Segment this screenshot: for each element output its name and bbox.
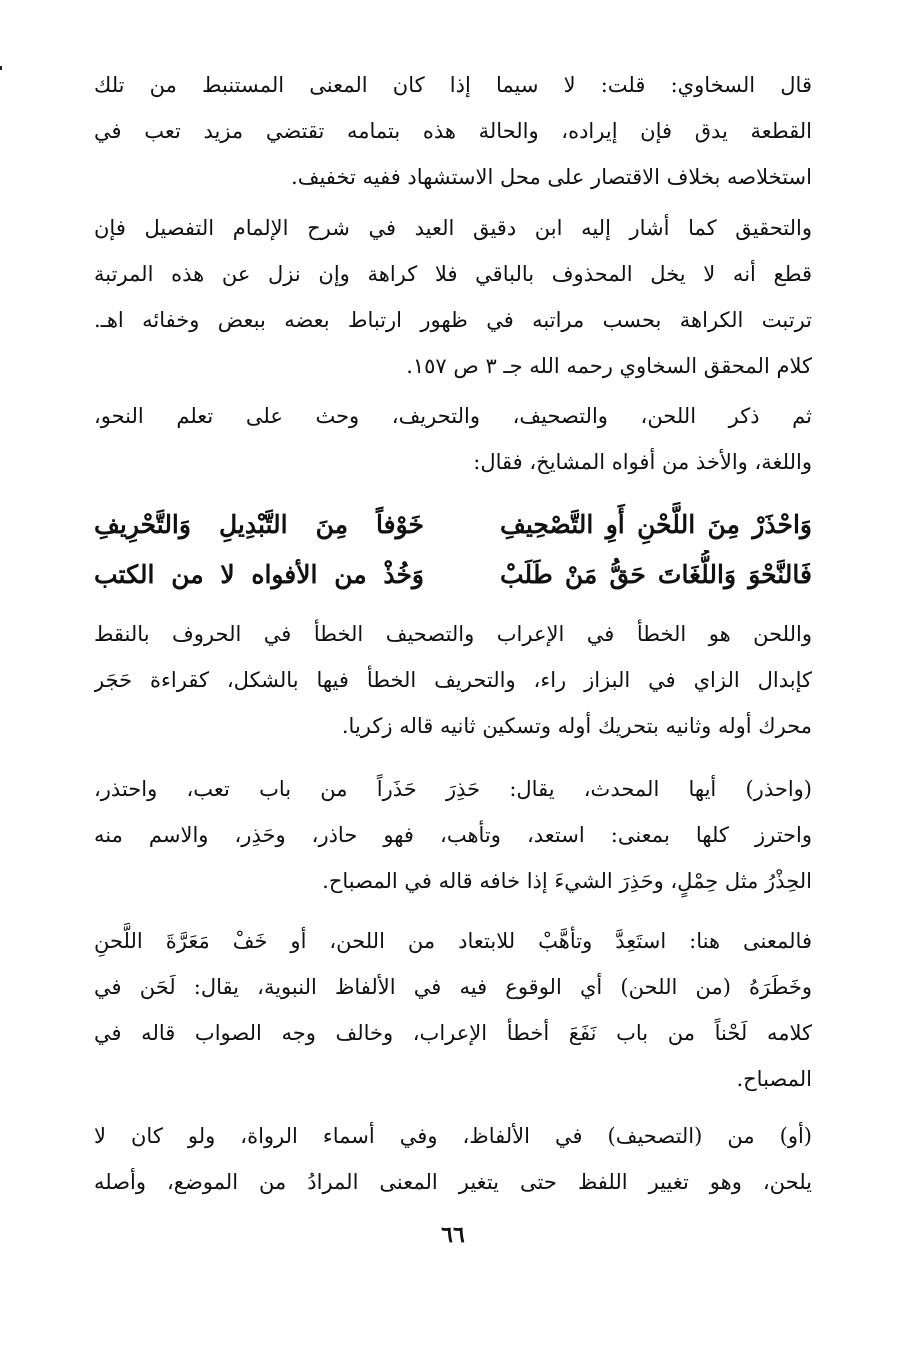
paragraph-meaning bbox=[94, 918, 812, 1102]
verse-hemistich-first: وَاحْذَرْ مِنَ اللَّحْنِ أَوِ التَّصْحِيفِ bbox=[500, 510, 812, 539]
paragraph-lahn-intro bbox=[94, 393, 812, 485]
text-line: واللحن هو الخطأ في الإعراب والتصحيف الخطأ في الحروف بالنقط bbox=[94, 622, 812, 646]
paragraph-tashif bbox=[94, 1113, 812, 1205]
text-line: (واحذر) أيها المحدث، يقال: حَذِرَ حَذَراً من باب تعب، واحتذر، bbox=[94, 777, 812, 801]
text-line: محرك أوله وثانيه بتحريك أوله وتسكين ثانيه قاله زكريا. bbox=[341, 714, 812, 738]
verse-line bbox=[94, 550, 812, 600]
text-line: واللغة، والأخذ من أفواه المشايخ، فقال: bbox=[473, 450, 812, 474]
verse-line bbox=[94, 500, 812, 550]
text-line: استخلاصه بخلاف الاقتصار على محل الاستشهاد ففيه تخفيف. bbox=[291, 165, 812, 189]
text-line: كإبدال الزاي في البزاز راء، والتحريف الخطأ فيها بالشكل، كقراءة حَجَر bbox=[94, 668, 812, 692]
text-line: الحِذْرُ مثل حِمْلٍ، وحَذِرَ الشيءَ إذا خافه قاله في المصباح. bbox=[322, 869, 812, 893]
text-line: فالمعنى هنا: استَعِدَّ وتأهَّبْ للابتعاد من اللحن، أو خَفْ مَعَرَّةَ اللَّحنِ bbox=[94, 929, 812, 953]
paragraph-lahn-definition bbox=[94, 611, 812, 749]
paragraph-sakhawi-quote bbox=[94, 62, 812, 200]
text-line: ترتبت الكراهة بحسب مراتبه في ظهور ارتباط بعضه ببعض وخفائه اهـ. bbox=[94, 308, 812, 332]
text-line: (أو) من (التصحيف) في الألفاظ، وفي أسماء الرواة، ولو كان لا bbox=[94, 1124, 812, 1148]
verse-hemistich-second: وَخُذْ من الأفواه لا من الكتب bbox=[94, 560, 424, 589]
text-line: كلامه لَحْناً من باب نَفَعَ أخطأ الإعراب، وخالف وجه الصواب قاله في bbox=[94, 1021, 812, 1045]
text-line: والتحقيق كما أشار إليه ابن دقيق العيد في شرح الإلمام التفصيل فإن bbox=[94, 216, 812, 240]
scan-edge-mark bbox=[0, 66, 2, 70]
text-line: واحترز كلها بمعنى: استعد، وتأهب، فهو حاذر، وحَذِر، والاسم منه bbox=[94, 823, 812, 847]
text-line: قال السخاوي: قلت: لا سيما إذا كان المعنى المستنبط من تلك bbox=[94, 73, 812, 97]
page-number: ٦٦ bbox=[441, 1222, 465, 1248]
text-line: وخَطَرَهُ (من اللحن) أي الوقوع فيه في الألفاظ النبوية، يقال: لَحَن في bbox=[94, 975, 812, 999]
text-line: قطع أنه لا يخل المحذوف بالباقي فلا كراهة وإن نزل عن هذه المرتبة bbox=[94, 262, 812, 286]
text-line: القطعة يدق فإن إيراده، والحالة هذه بتمامه تقتضي مزيد تعب في bbox=[94, 119, 812, 143]
text-line: المصباح. bbox=[736, 1067, 812, 1091]
text-line: ثم ذكر اللحن، والتصحيف، والتحريف، وحث على تعلم النحو، bbox=[94, 404, 812, 428]
text-line: يلحن، وهو تغيير اللفظ حتى يتغير المعنى المرادُ من الموضع، وأصله bbox=[94, 1170, 812, 1194]
paragraph-wahdhar bbox=[94, 766, 812, 904]
paragraph-tahqiq bbox=[94, 205, 812, 389]
verse-hemistich-second: خَوْفاً مِنَ التَّبْدِيلِ وَالتَّحْرِيفِ bbox=[94, 510, 424, 539]
text-line: كلام المحقق السخاوي رحمه الله جـ ٣ ص ١٥٧. bbox=[406, 354, 812, 378]
verse-hemistich-first: فَالنَّحْوَ وَاللُّغَاتَ حَقُّ مَنْ طَلَبْ bbox=[500, 560, 812, 589]
